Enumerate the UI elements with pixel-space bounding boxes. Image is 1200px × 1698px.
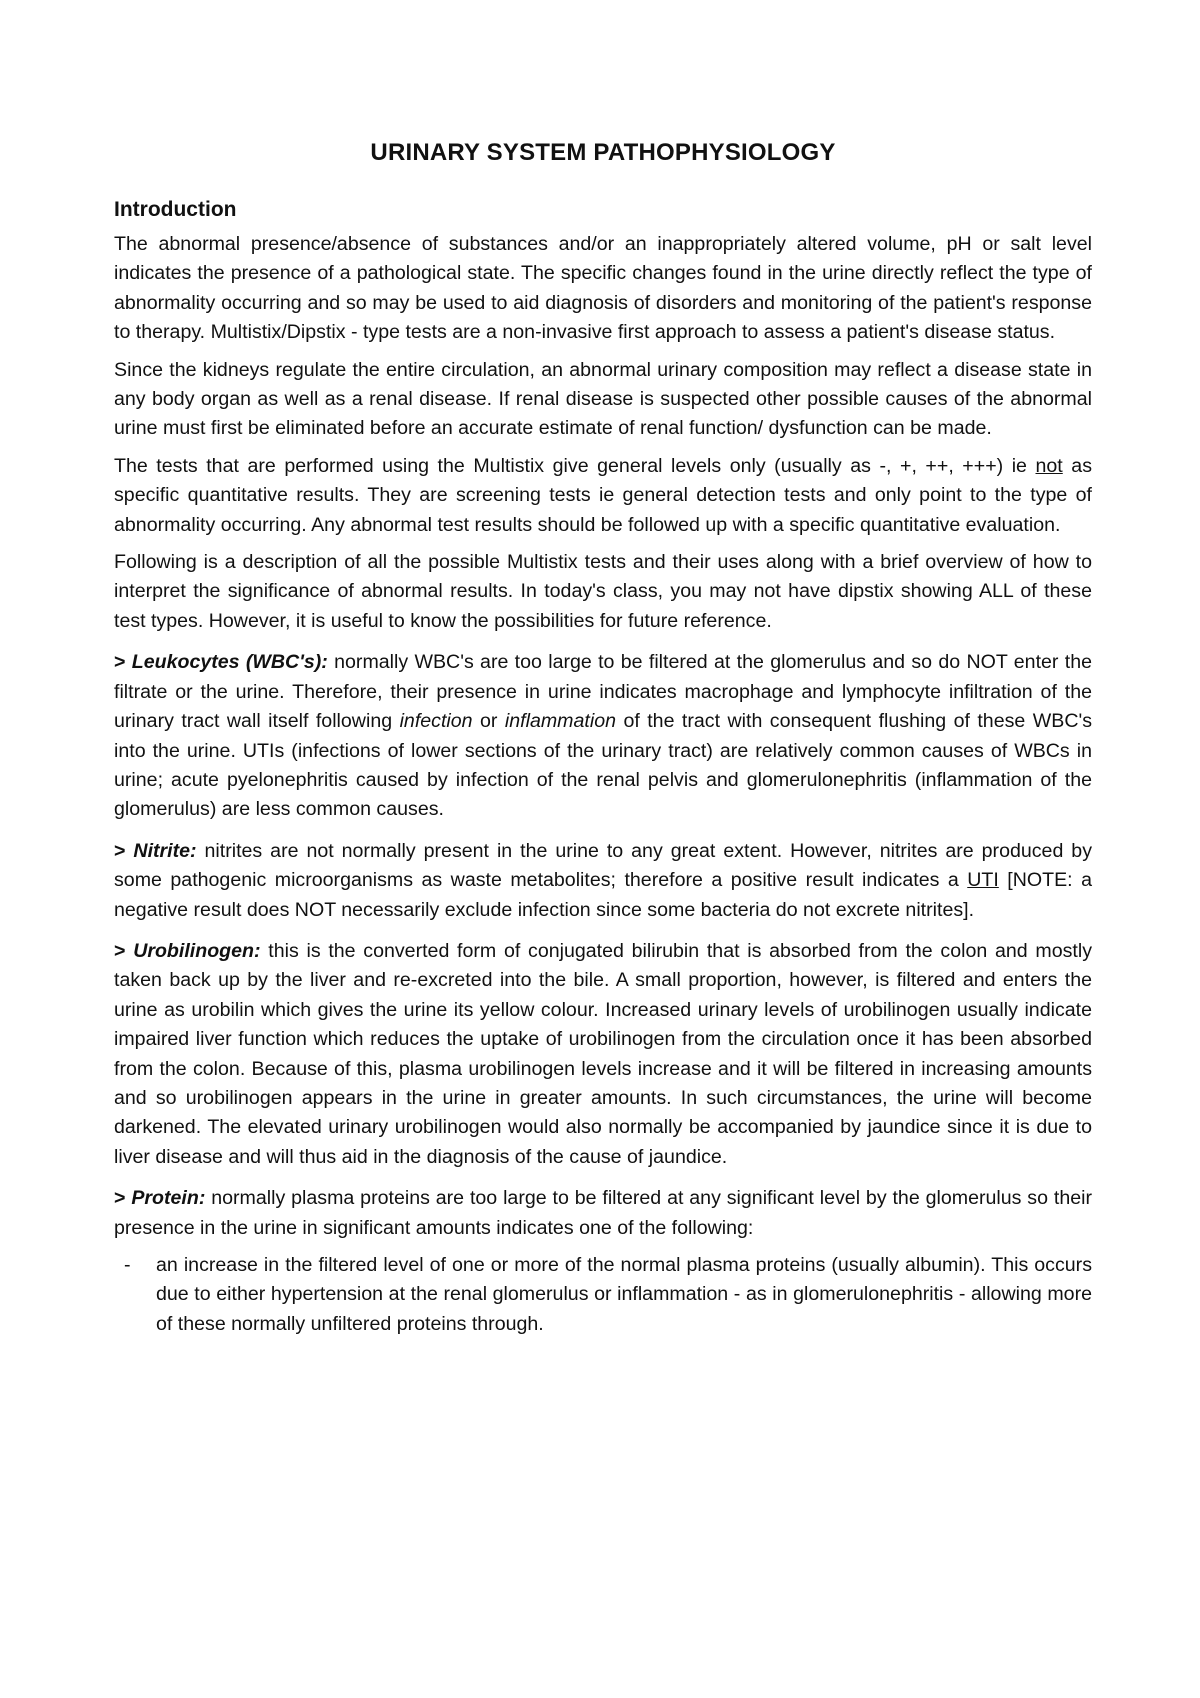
nitrite-term: Nitrite: <box>133 839 197 862</box>
intro-paragraph-1: The abnormal presence/absence of substances and/or an inappropriately altered volume, pH or salt level indicates the presence of a pathological state. The specific changes found in the urine directly reflect the type of abnormality occurring and so may be used to aid diagnosis of disorders and monitoring of the patient's response to therapy. Multistix/Dipstix - type tests are a non-invasive first approach to assess a patient's disease status. <box>114 233 1092 344</box>
nitrite-paragraph <box>114 837 1092 925</box>
list-item-text: an increase in the filtered level of one or more of the normal plasma proteins (usually albumin). This occurs due to either hypertension at the renal glomerulus or inflammation - as in glomerulonephritis - allowing more of these normally unfiltered proteins through. <box>156 1254 1092 1335</box>
protein-term: Protein: <box>131 1187 206 1210</box>
protein-text: normally plasma proteins are too large to be filtered at any significant level by the glomerulus so their presence in the urine in significant amounts indicates one of the following: <box>114 1187 1092 1239</box>
inflammation-italic: inflammation <box>504 710 616 733</box>
bullet-marker: > <box>114 651 126 674</box>
leukocytes-paragraph <box>114 648 1092 824</box>
underlined-uti: UTI <box>967 869 999 892</box>
intro-p3-text-1: The tests that are performed using the Multistix give general levels only (usually as -, +, ++, +++) ie <box>114 454 1036 477</box>
bullet-marker: > <box>114 839 126 862</box>
urobilinogen-paragraph <box>114 937 1092 1172</box>
intro-paragraph-4: Following is a description of all the possible Multistix tests and their uses along with a brief overview of how to interpret the significance of abnormal results. In today's class, you may not have dipstix showing ALL of these test types. However, it is useful to know the possibilities for future reference. <box>114 551 1092 632</box>
document-title: URINARY SYSTEM PATHOPHYSIOLOGY <box>370 139 836 166</box>
leukocytes-text-1: normally WBC's are too large to be filtered at the glomerulus and so do NOT enter the filtrate or the urine. Therefore, their presence in urine indicates macrophage and lymphocyte infiltration of the urinary tract wall itself following <box>114 651 1092 733</box>
protein-paragraph <box>114 1184 1092 1243</box>
intro-p3-text-2: as specific quantitative results. They are screening tests ie general detection tests and only point to the type of abnormality occurring. Any abnormal test results should be followed up with a specific quantitative evaluation. <box>114 454 1092 536</box>
leukocytes-term: Leukocytes (WBC's): <box>131 651 328 674</box>
document-content <box>114 138 1092 1339</box>
intro-paragraph-2: Since the kidneys regulate the entire circulation, an abnormal urinary composition may reflect a disease state in any body organ as well as a renal disease. If renal disease is suspected other possible causes of the abnormal urine must first be eliminated before an accurate estimate of renal function/ dysfunction can be made. <box>114 358 1092 440</box>
underlined-not: not <box>1035 454 1063 477</box>
nitrite-text-2: [NOTE: a negative result does NOT necessarily exclude infection since some bacteria do not excrete nitrites]. <box>114 869 1092 921</box>
leukocytes-or: or <box>472 710 505 733</box>
infection-italic: infection <box>399 710 473 733</box>
urobilinogen-text: this is the converted form of conjugated bilirubin that is absorbed from the colon and mostly taken back up by the liver and re-excreted into the bile. A small proportion, however, is filtered and enters the urine as urobilin which gives the urine its yellow colour. Increased urinary levels of urobilinogen usually indicate impaired liver function which reduces the uptake of urobilinogen from the circulation once it has been absorbed from the colon. Because of this, plasma urobilinogen levels increase and it will be filtered in increasing amounts and so urobilinogen appears in the urine in greater amounts. In such circumstances, the urine will become darkened. The elevated urinary urobilinogen would also normally be accompanied by jaundice since it is due to liver disease and will thus aid in the diagnosis of the cause of jaundice. <box>114 939 1093 1168</box>
nitrite-text-1: nitrites are not normally present in the urine to any great extent. However, nitrites are produced by some pathogenic microorganisms as waste metabolites; therefore a positive result indicates a <box>114 839 1093 892</box>
list-item <box>114 1251 1092 1339</box>
intro-paragraph-3 <box>114 452 1092 540</box>
bullet-marker: > <box>114 1187 126 1210</box>
section-heading-introduction: Introduction <box>114 198 237 221</box>
urobilinogen-term: Urobilinogen: <box>133 939 261 962</box>
protein-cause-list <box>114 1251 1092 1339</box>
leukocytes-text-2: of the tract with consequent flushing of these WBC's into the urine. UTIs (infections of lower sections of the urinary tract) are relatively common causes of WBCs in urine; acute pyelonephritis caused by infection of the renal pelvis and glomerulonephritis (inflammation of the glomerulus) are less common causes. <box>114 710 1093 821</box>
dash-marker: - <box>124 1254 131 1276</box>
bullet-marker: > <box>114 939 126 962</box>
